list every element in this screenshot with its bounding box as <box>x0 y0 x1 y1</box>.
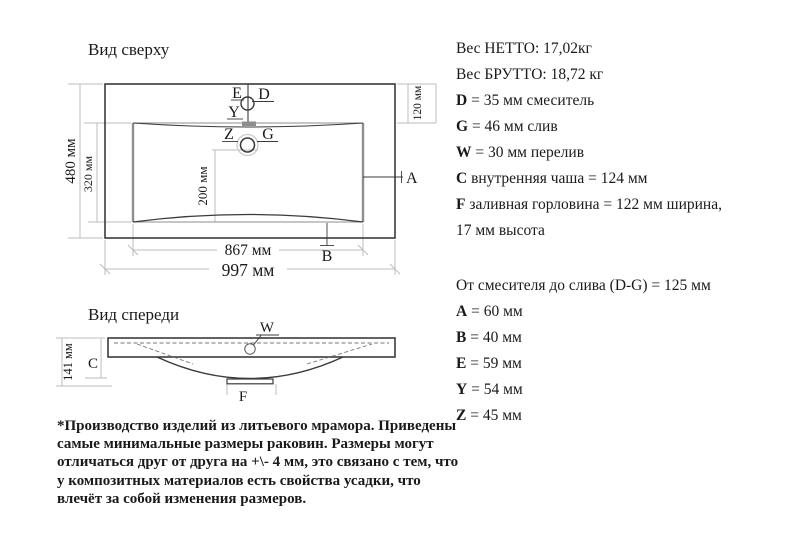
label-d: D <box>258 86 270 103</box>
label-a: A <box>406 170 418 187</box>
hidden-slope-right <box>307 344 372 364</box>
top-view-drawing <box>63 84 436 280</box>
footnote-line: *Производство изделий из литьевого мрамора. Приведены <box>57 418 457 434</box>
label-c: C <box>87 356 99 372</box>
spec-gross-weight: Вес БРУТТО: 18,72 кг <box>456 66 604 83</box>
spec-y: Y = 54 мм <box>456 381 523 398</box>
dim-inner-width: 867 мм <box>224 242 272 259</box>
footnote-line: отличаться друг от друга на +\- 4 мм, это связано с тем, что <box>57 454 459 471</box>
spec-f-neck: F заливная горловина = 122 мм ширина, <box>456 196 722 213</box>
front-view-drawing <box>56 320 395 405</box>
dim-outer-width: 997 мм <box>221 260 275 280</box>
dim-front-height: 141 мм <box>61 343 75 381</box>
dim-bowl-depth: 200 мм <box>195 166 210 206</box>
dim-right-offset: 120 мм <box>412 85 424 121</box>
spec-net-weight: Вес НЕТТО: 17,02кг <box>456 40 592 57</box>
footnote <box>57 417 461 508</box>
spec-g-drain: G = 46 мм слив <box>456 118 558 135</box>
spec-block-distances <box>456 273 792 429</box>
spec-f-neck-cont: 17 мм высота <box>456 222 545 239</box>
spec-d-faucet: D = 35 мм смеситель <box>456 92 595 109</box>
spec-column <box>456 36 792 429</box>
spec-c-bowl: C внутренняя чаша = 124 мм <box>456 170 648 187</box>
label-y: Y <box>228 104 240 121</box>
spec-block-weights-holes <box>456 36 792 244</box>
overflow-hole <box>245 344 255 354</box>
footnote-line: влечёт за собой изменения размеров. <box>57 490 307 507</box>
label-b: B <box>321 248 333 265</box>
spec-b: B = 40 мм <box>456 329 522 346</box>
label-f: F <box>238 389 248 405</box>
top-view-title: Вид сверху <box>88 40 170 59</box>
bowl-curve <box>157 357 343 379</box>
dim-inner-height: 320 мм <box>81 155 95 193</box>
spec-a: A = 60 мм <box>456 303 523 320</box>
front-view-title: Вид спереди <box>88 305 180 324</box>
label-w: W <box>259 320 275 336</box>
overflow-slot <box>242 122 256 127</box>
dim-outer-height: 480 мм <box>63 138 79 184</box>
label-z: Z <box>224 126 234 143</box>
label-e: E <box>232 85 242 102</box>
spec-w-overflow: W = 30 мм перелив <box>456 144 585 161</box>
footnote-line: самые минимальные размеры раковин. Размеры могут <box>57 436 434 453</box>
label-g: G <box>262 126 274 143</box>
spec-e: E = 59 мм <box>456 355 522 372</box>
front-view-leaders <box>254 335 280 345</box>
drain-neck <box>227 379 273 384</box>
spec-dg-distance: От смесителя до слива (D-G) = 125 мм <box>456 277 711 294</box>
footnote-line: у композитных материалов есть свойства усадки, что <box>57 472 421 489</box>
spec-z: Z = 45 мм <box>456 407 522 424</box>
